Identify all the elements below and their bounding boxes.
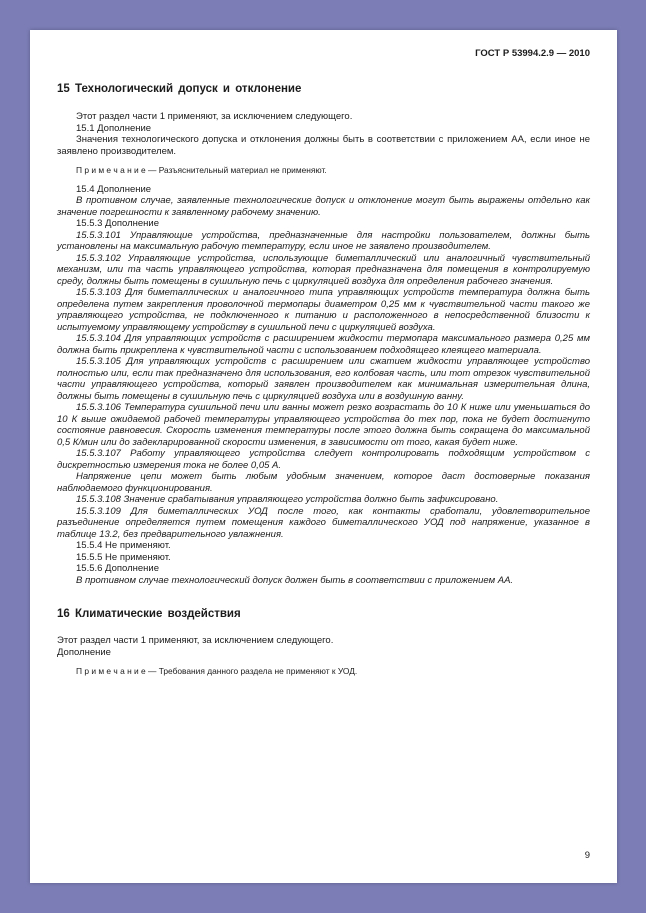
page-content [30,30,617,677]
paragraph: 15.5.3.109 Для биметаллических УОД после того, как контакты сработали, удовлетворительное разъединение определяется путем помещения каждого биметаллического УОД под напряжение, указанное в таблице 13.2, без предварительного увлажнения. [57,505,590,540]
section-15-title: 15 Технологический допуск и отклонение [57,83,302,95]
paragraph: 15.5.5 Не применяют. [76,551,171,563]
paragraph: Этот раздел части 1 применяют, за исключением следующего. [57,635,334,646]
paragraph: 15.5.6 Дополнение [76,563,160,574]
paragraph: Дополнение [57,646,111,658]
paragraph: 15.5.4 Не применяют. [76,540,171,551]
paragraph: 15.5.3.107 Работу управляющего устройства следует контролировать подходящим устройством с дискретностью измерения тока не более 0,05 А. [57,448,590,471]
paragraph: 15.5.3.101 Управляющие устройства, предназначенные для настройки пользователем, должны быть установлены на максимальную рабочую температуру, если иное не заявлено производителем. [57,229,590,252]
paragraph: В противном случае технологический допуск должен быть в соответствии с приложением АА. [76,574,514,586]
paragraph: 15.5.3 Дополнение [76,218,160,229]
note-paragraph: П р и м е ч а н и е — Разъяснительный материал не применяют. [76,165,327,175]
paragraph: Напряжение цепи может быть любым удобным значением, которое даст достоверные показания наблюдаемого функционирования. [57,471,590,494]
paragraph: 15.5.3.105 Для управляющих устройств с расширением или сжатием жидкости управляющее устройство полностью или, если так предназначено для использования, его колбовая часть, или тот отрезок чувствительной части управляющего устройства, который заявлен производителем как минимальная измерительная длина, должны быть помещены в сушильную печь с циркуляцией воздуха или в воздушную ванну. [57,356,590,402]
document-page [30,30,617,883]
paragraph: 15.5.3.108 Значение срабатывания управляющего устройства должно быть зафиксировано. [76,494,499,505]
paragraph: 15.5.3.103 Для биметаллических и аналогичного типа управляющих устройств температура должна быть определена путем закрепления проволочной термопары диаметром 0,25 мм к чувствительной части такого же управляющего устройства, не подключенного к питанию и расположенного в непосредственной близости к испытуемому управляющему устройству в сушильной печи с циркуляцией воздуха. [57,287,590,333]
paragraph: 15.1 Дополнение [76,122,152,134]
paragraph: 15.5.3.102 Управляющие устройства, использующие биметаллический или аналогичный чувствительный механизм, или та часть управляющего устройства, которая предназначена для помещения в контролируемую среду, должны быть помещены в сушильную печь с циркуляцией воздуха для определения рабочего значения. [57,252,590,287]
paragraph: В противном случае, заявленные технологические допуск и отклонение могут быть выражены отдельно как значение погрешности к заявленному рабочему значению. [57,195,590,218]
section-15-body [57,111,590,586]
note-paragraph: П р и м е ч а н и е — Требования данного раздела не применяют к УОД. [76,666,358,676]
paragraph: 15.5.3.104 Для управляющих устройств с расширением жидкости термопара максимального размера 0,25 мм должна быть прикреплена к чувствительной части с использованием подходящего клеящего материала. [57,333,590,356]
section-16-body [57,635,590,677]
paragraph: 15.5.3.106 Температура сушильной печи или ванны может резко возрастать до 10 К ниже или уменьшаться до 10 К выше ожидаемой рабочей температуры управляющего устройства до тех пор, пока не будет достигнуто состояние равновесия. Скорость изменения температуры после этого должна быть сокращена до максимальной 0,5 К/мин или до задекларированной скорости изменения, в зависимости от того, какая будет ниже. [57,402,590,448]
paragraph: Этот раздел части 1 применяют, за исключением следующего. [76,111,353,122]
section-16-title: 16 Климатические воздействия [57,608,241,620]
paragraph: 15.4 Дополнение [76,183,152,195]
document-code-header: ГОСТ Р 53994.2.9 — 2010 [475,48,590,59]
paragraph: Значения технологического допуска и отклонения должны быть в соответствии с приложением АА, если иное не заявлено производителем. [57,134,590,157]
page-number: 9 [584,850,590,861]
